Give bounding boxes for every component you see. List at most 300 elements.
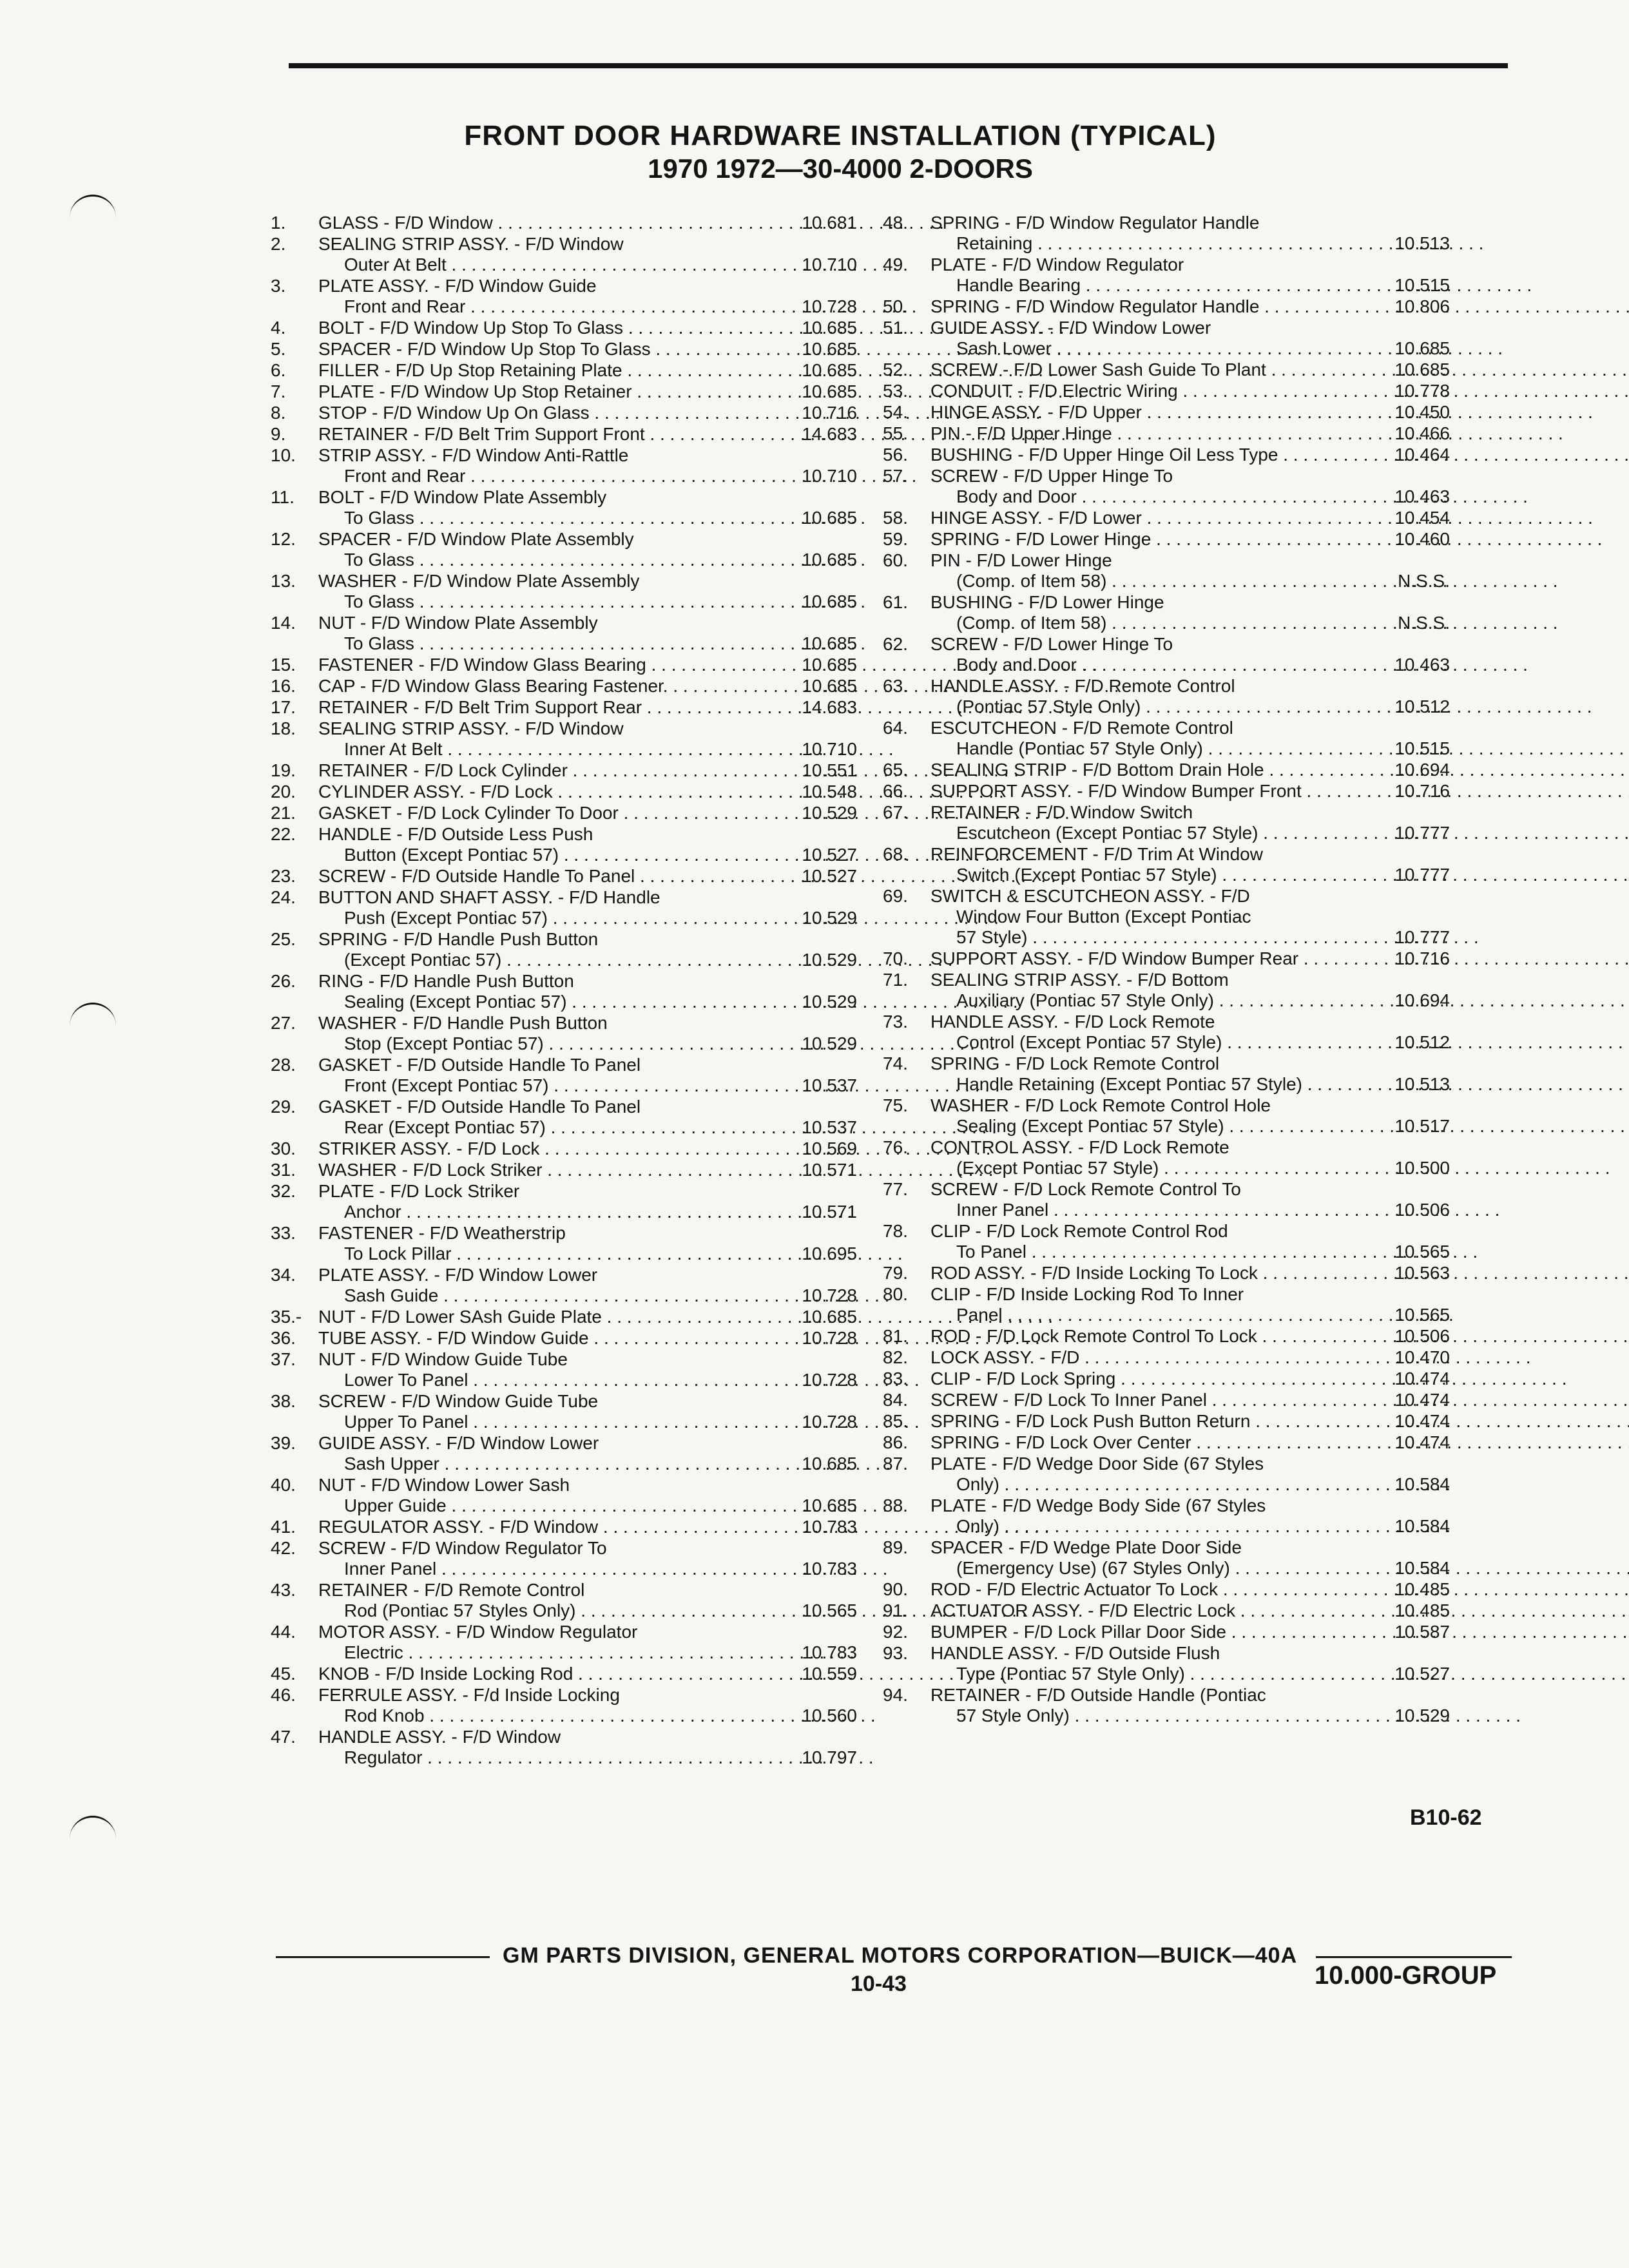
part-group-number: 10.685 — [1394, 338, 1450, 358]
item-description-line: CLIP - F/D Lock Spring . . . — [930, 1369, 1567, 1389]
part-group-number: 10.548 — [802, 782, 857, 802]
top-rule — [289, 63, 1508, 68]
item-description-line: Rear (Except Pontiac 57) . . . — [318, 1117, 997, 1138]
item-number: 1. — [271, 213, 286, 233]
item-number: 7. — [271, 381, 286, 401]
parts-list-item — [271, 276, 857, 317]
parts-list-item — [883, 296, 1450, 317]
item-description-line: GASKET - F/D Outside Handle To Panel — [318, 1055, 641, 1075]
item-description-line: Inner At Belt . . . — [318, 739, 894, 760]
part-group-number: 10.685 — [1394, 360, 1450, 380]
item-number: 28. — [271, 1055, 296, 1075]
part-group-number: 10.551 — [802, 760, 857, 780]
part-group-number: 10.716 — [1394, 781, 1450, 801]
part-group-number: 10.463 — [1394, 486, 1450, 506]
part-group-number: 10.500 — [1394, 1158, 1450, 1178]
item-description-line: Handle (Pontiac 57 Style Only) . . . — [930, 738, 1629, 759]
item-description-line: HANDLE ASSY. - F/D Remote Control — [930, 676, 1235, 696]
parts-list-left — [271, 213, 857, 1769]
item-description-line: CAP - F/D Window Glass Bearing Fastener. . . . — [318, 676, 1119, 697]
item-number: 12. — [271, 529, 296, 549]
item-description-line: BOLT - F/D Window Plate Assembly — [318, 487, 607, 507]
page-subtitle: 1970 1972—30-4000 2-DOORS — [648, 153, 1033, 184]
part-group-number: 10.529 — [802, 908, 857, 928]
item-description-line: Only) . . . — [930, 1516, 1451, 1537]
item-number: 87. — [883, 1454, 908, 1474]
item-description-line: HANDLE - F/D Outside Less Push — [318, 824, 593, 844]
item-description-line: Control (Except Pontiac 57 Style) . . . — [930, 1032, 1629, 1053]
item-number: 52. — [883, 360, 908, 380]
parts-list-item — [271, 445, 857, 486]
item-description-line: SPRING - F/D Lower Hinge . . . — [930, 529, 1602, 550]
item-description-line: Sealing (Except Pontiac 57 Style) . . . — [930, 1116, 1629, 1137]
item-description-line: RING - F/D Handle Push Button — [318, 971, 574, 991]
part-group-number: 10.529 — [802, 992, 857, 1012]
part-group-number: 10.710 — [802, 255, 857, 274]
item-description-line: 57 Style) . . . — [930, 927, 1479, 948]
item-description-line: Electric . . . — [318, 1642, 854, 1663]
item-number: 32. — [271, 1181, 296, 1201]
item-number: 44. — [271, 1622, 296, 1642]
parts-list-item — [271, 1622, 857, 1663]
parts-list-item — [883, 970, 1450, 1011]
item-description-line: SPACER - F/D Window Up Stop To Glass . . . — [318, 339, 1102, 360]
part-group-number: 10.777 — [1394, 927, 1450, 947]
item-number: 66. — [883, 781, 908, 801]
parts-list-item — [271, 1685, 857, 1726]
item-description-line: FERRULE ASSY. - F/d Inside Locking — [318, 1685, 620, 1705]
parts-list-item — [883, 676, 1450, 717]
item-number: 37. — [271, 1349, 296, 1369]
parts-list-item — [271, 1097, 857, 1138]
part-group-number: 10.685 — [802, 591, 857, 611]
part-group-number: 10.513 — [1394, 233, 1450, 253]
part-group-number: 10.529 — [1394, 1706, 1450, 1725]
parts-list-item — [883, 1012, 1450, 1053]
parts-list-item — [883, 423, 1450, 444]
item-description-line: HANDLE ASSY. - F/D Window — [318, 1727, 561, 1747]
item-description-line: CLIP - F/D Lock Remote Control Rod — [930, 1221, 1228, 1241]
item-description-line: STRIKER ASSY. - F/D Lock . . . — [318, 1139, 991, 1159]
item-description-line: BOLT - F/D Window Up Stop To Glass . . . — [318, 318, 1074, 338]
part-group-number: 10.560 — [802, 1706, 857, 1725]
item-description-line: SEALING STRIP ASSY. - F/D Window — [318, 234, 624, 254]
parts-list-item — [883, 634, 1450, 675]
parts-list-item — [271, 1265, 857, 1306]
item-description-line: PLATE - F/D Lock Striker — [318, 1181, 520, 1201]
item-description-line: HINGE ASSY. - F/D Upper . . . — [930, 402, 1593, 423]
item-description-line: SUPPORT ASSY. - F/D Window Bumper Rear . . . — [930, 948, 1629, 969]
parts-list-item — [883, 1579, 1450, 1600]
item-description-line: (Comp. of Item 58) . . . — [930, 571, 1558, 591]
item-description-line: Lower To Panel . . . — [318, 1370, 920, 1390]
parts-list-item — [883, 1432, 1450, 1453]
part-group-number: 10.777 — [1394, 823, 1450, 843]
item-description-line: Only) . . . — [930, 1474, 1451, 1495]
item-description-line: Handle Bearing . . . — [930, 275, 1532, 296]
item-description-line: (Except Pontiac 57 Style) . . . — [930, 1158, 1610, 1178]
parts-list-item — [883, 1053, 1450, 1095]
part-group-number: 10.694 — [1394, 760, 1450, 780]
parts-list-item — [883, 1369, 1450, 1389]
item-description-line: SPACER - F/D Window Plate Assembly — [318, 529, 634, 549]
part-group-number: 10.710 — [802, 466, 857, 486]
item-number: 4. — [271, 318, 286, 338]
item-number: 10. — [271, 445, 296, 465]
part-group-number: 10.466 — [1394, 423, 1450, 443]
item-description-line: RETAINER - F/D Remote Control — [318, 1580, 585, 1600]
item-description-line: Switch (Except Pontiac 57 Style) . . . — [930, 865, 1629, 885]
item-description-line: SPRING - F/D Lock Over Center . . . — [930, 1432, 1629, 1453]
item-description-line: To Glass . . . — [318, 633, 865, 654]
item-description-line: SCREW - F/D Window Guide Tube — [318, 1391, 599, 1411]
parts-list-item — [271, 1391, 857, 1432]
item-number: 5. — [271, 339, 286, 359]
item-description-line: Button (Except Pontiac 57) . . . — [318, 845, 1010, 865]
item-number: 74. — [883, 1053, 908, 1073]
item-number: 89. — [883, 1537, 908, 1557]
part-group-number: 10.527 — [802, 866, 857, 886]
parts-list-item — [271, 1160, 857, 1180]
item-description-line: SPRING - F/D Window Regulator Handle — [930, 213, 1260, 233]
part-group-number: 10.681 — [802, 213, 857, 233]
item-number: 77. — [883, 1179, 908, 1199]
parts-list-item — [271, 381, 857, 402]
part-group-number: 10.571 — [802, 1202, 857, 1222]
item-description-line: Front and Rear . . . — [318, 466, 916, 486]
item-number: 93. — [883, 1643, 908, 1663]
item-description-line: FASTENER - F/D Window Glass Bearing . . . — [318, 655, 1097, 675]
part-group-number: 10.710 — [802, 739, 857, 759]
part-group-number: 10.529 — [802, 1033, 857, 1053]
item-number: 18. — [271, 718, 296, 738]
item-number: 56. — [883, 445, 908, 465]
parts-list-item — [883, 1537, 1450, 1579]
part-group-number: 10.685 — [802, 1495, 857, 1515]
item-description-line: PLATE - F/D Window Regulator — [930, 255, 1184, 274]
item-number: 36. — [271, 1328, 296, 1348]
parts-list-item — [271, 571, 857, 612]
parts-list-item — [883, 781, 1450, 802]
item-number: 64. — [883, 718, 908, 738]
parts-list-item — [271, 487, 857, 528]
item-number: 85. — [883, 1411, 908, 1431]
parts-list-item — [271, 655, 857, 675]
item-number: 29. — [271, 1097, 296, 1117]
parts-list-item — [883, 1600, 1450, 1621]
item-description-line: Outer At Belt . . . — [318, 255, 898, 275]
parts-list-item — [883, 360, 1450, 380]
part-group-number: 10.783 — [802, 1559, 857, 1579]
item-number: 35.- — [271, 1307, 302, 1327]
item-description-line: BUSHING - F/D Upper Hinge Oil Less Type . . . — [930, 445, 1629, 465]
parts-list-item — [271, 1181, 857, 1222]
parts-list-item — [271, 929, 857, 970]
parts-list-item — [271, 1055, 857, 1096]
item-number: 48. — [883, 213, 908, 233]
footer-rule — [1316, 1956, 1512, 1958]
item-description-line: STRIP ASSY. - F/D Window Anti-Rattle — [318, 445, 629, 465]
parts-list-item — [271, 1580, 857, 1621]
item-description-line: ACTUATOR ASSY. - F/D Electric Lock . . . — [930, 1600, 1629, 1621]
item-description-line: REINFORCEMENT - F/D Trim At Window — [930, 844, 1263, 864]
item-description-line: WASHER - F/D Handle Push Button — [318, 1013, 608, 1033]
part-group-number: 10.728 — [802, 1370, 857, 1390]
item-description-line: Window Four Button (Except Pontiac — [956, 907, 1251, 927]
item-number: 17. — [271, 697, 296, 717]
parts-list-item — [883, 550, 1450, 591]
parts-list-item — [271, 782, 857, 802]
parts-list-item — [883, 1622, 1450, 1642]
parts-list-item — [271, 866, 857, 887]
item-description-line: Upper To Panel . . . — [318, 1412, 920, 1432]
part-group-number: 10.470 — [1394, 1347, 1450, 1367]
parts-list-item — [271, 339, 857, 360]
item-description-line: Anchor . . . — [318, 1202, 853, 1222]
item-description-line: SCREW - F/D Upper Hinge To — [930, 466, 1173, 486]
part-group-number: 10.512 — [1394, 697, 1450, 716]
part-group-number: 10.685 — [802, 508, 857, 528]
item-description-line: NUT - F/D Lower SAsh Guide Plate . . . — [318, 1307, 1053, 1327]
parts-list-item — [883, 802, 1450, 843]
part-group-number: 10.587 — [1394, 1622, 1450, 1642]
item-number: 16. — [271, 676, 296, 696]
item-number: 54. — [883, 402, 908, 422]
parts-list-item — [883, 886, 1450, 948]
item-description-line: SPACER - F/D Wedge Plate Door Side — [930, 1537, 1242, 1557]
part-group-number: 10.515 — [1394, 738, 1450, 758]
parts-list-item — [271, 760, 857, 781]
item-description-line: BUSHING - F/D Lower Hinge — [930, 592, 1164, 612]
parts-list-item — [271, 318, 857, 338]
item-number: 19. — [271, 760, 296, 780]
item-description-line: PLATE ASSY. - F/D Window Guide — [318, 276, 597, 296]
item-number: 63. — [883, 676, 908, 696]
parts-list-item — [271, 234, 857, 275]
item-description-line: SPRING - F/D Lock Remote Control — [930, 1053, 1220, 1073]
item-number: 62. — [883, 634, 908, 654]
item-description-line: Front (Except Pontiac 57) . . . — [318, 1075, 1000, 1096]
item-description-line: To Glass . . . — [318, 550, 865, 570]
parts-list-item — [883, 402, 1450, 423]
parts-list-item — [883, 1284, 1450, 1325]
item-number: 14. — [271, 613, 296, 633]
item-number: 90. — [883, 1579, 908, 1599]
item-description-line: ESCUTCHEON - F/D Remote Control — [930, 718, 1233, 738]
item-number: 46. — [271, 1685, 296, 1705]
item-description-line: Type (Pontiac 57 Style Only) . . . — [930, 1664, 1629, 1684]
item-number: 91. — [883, 1600, 908, 1620]
part-group-number: 10.529 — [802, 803, 857, 823]
parts-list-item — [883, 592, 1450, 633]
item-number: 33. — [271, 1223, 296, 1243]
item-number: 47. — [271, 1727, 296, 1747]
item-number: 51. — [883, 318, 908, 338]
item-description-line: TUBE ASSY. - F/D Window Guide . . . — [318, 1328, 1040, 1349]
part-group-number: 10.777 — [1394, 865, 1450, 885]
part-group-number: 10.485 — [1394, 1579, 1450, 1599]
item-description-line: Upper Guide . . . — [318, 1495, 898, 1516]
part-group-number: 10.517 — [1394, 1116, 1450, 1136]
item-number: 50. — [883, 296, 908, 316]
parts-list-item — [883, 255, 1450, 296]
parts-list-item — [271, 403, 857, 423]
part-group-number: 10.685 — [802, 633, 857, 653]
item-number: 58. — [883, 508, 908, 528]
item-number: 79. — [883, 1263, 908, 1283]
item-number: 82. — [883, 1347, 908, 1367]
item-description-line: CYLINDER ASSY. - F/D Lock . . . — [318, 782, 1004, 802]
part-group-number: 10.537 — [802, 1075, 857, 1095]
item-number: 25. — [271, 929, 296, 949]
part-group-number: 10.685 — [802, 676, 857, 696]
part-group-number: 10.474 — [1394, 1390, 1450, 1410]
part-group-number: 10.783 — [802, 1517, 857, 1537]
item-number: 40. — [271, 1475, 296, 1495]
item-description-line: NUT - F/D Window Guide Tube — [318, 1349, 568, 1369]
item-number: 24. — [271, 887, 296, 907]
part-group-number: 10.571 — [802, 1160, 857, 1180]
parts-list-item — [883, 1095, 1450, 1137]
parts-list-item — [883, 445, 1450, 465]
item-description-line: NUT - F/D Window Plate Assembly — [318, 613, 598, 633]
part-group-number: 10.450 — [1394, 402, 1450, 422]
item-description-line: Auxiliary (Pontiac 57 Style Only) . . . — [930, 990, 1629, 1011]
item-description-line: PLATE - F/D Wedge Body Side (67 Styles — [930, 1495, 1266, 1515]
part-group-number: 10.685 — [802, 360, 857, 380]
page-title: FRONT DOOR HARDWARE INSTALLATION (TYPICAL) — [464, 120, 1217, 151]
footer-division: GM PARTS DIVISION, GENERAL MOTORS CORPORATION—BUICK—40A — [503, 1943, 1298, 1968]
item-description-line: To Glass . . . — [318, 508, 865, 528]
item-number: 61. — [883, 592, 908, 612]
item-number: 27. — [271, 1013, 296, 1033]
item-description-line: REGULATOR ASSY. - F/D Window . . . — [318, 1517, 1049, 1537]
parts-list-item — [271, 676, 857, 697]
parts-list-item — [883, 1390, 1450, 1410]
parts-list-item — [883, 1221, 1450, 1262]
item-description-line: Inner Panel . . . — [318, 1559, 887, 1579]
part-group-number: N.S.S. — [1398, 571, 1450, 591]
item-description-line: Inner Panel . . . — [930, 1200, 1499, 1220]
part-group-number: 10.474 — [1394, 1411, 1450, 1431]
item-description-line: Rod Knob . . . — [318, 1706, 876, 1726]
item-description-line: To Lock Pillar . . . — [318, 1244, 903, 1264]
part-group-number: 10.584 — [1394, 1558, 1450, 1578]
footer-rule — [276, 1956, 490, 1958]
item-description-line: RETAINER - F/D Outside Handle (Pontiac — [930, 1685, 1266, 1705]
item-number: 83. — [883, 1369, 908, 1389]
item-number: 60. — [883, 550, 908, 570]
item-description-line: PIN - F/D Upper Hinge . . . — [930, 423, 1563, 444]
parts-list-item — [271, 1538, 857, 1579]
parts-list-item — [271, 424, 857, 445]
part-group-number: 10.728 — [802, 296, 857, 316]
item-description-line: SEALING STRIP ASSY. - F/D Bottom — [930, 970, 1229, 990]
item-number: 73. — [883, 1012, 908, 1032]
item-number: 70. — [883, 948, 908, 968]
item-number: 22. — [271, 824, 296, 844]
part-group-number: 10.506 — [1394, 1200, 1450, 1220]
part-group-number: 10.513 — [1394, 1074, 1450, 1094]
part-group-number: 10.529 — [802, 950, 857, 970]
item-description-line: RETAINER - F/D Lock Cylinder . . . — [318, 760, 1019, 781]
item-description-line: SUPPORT ASSY. - F/D Window Bumper Front . . . — [930, 781, 1629, 802]
part-group-number: 10.565 — [1394, 1242, 1450, 1262]
item-description-line: PLATE ASSY. - F/D Window Lower — [318, 1265, 598, 1285]
part-group-number: 10.563 — [1394, 1263, 1450, 1283]
item-number: 92. — [883, 1622, 908, 1642]
part-group-number: 10.728 — [802, 1328, 857, 1348]
item-number: 8. — [271, 403, 286, 423]
parts-list-item — [883, 760, 1450, 780]
item-description-line: FASTENER - F/D Weatherstrip — [318, 1223, 566, 1243]
parts-list-item — [883, 1263, 1450, 1283]
item-description-line: RETAINER - F/D Belt Trim Support Rear . . . — [318, 697, 1093, 718]
item-description-line: GASKET - F/D Lock Cylinder To Door . . . — [318, 803, 1070, 823]
item-number: 45. — [271, 1664, 296, 1684]
part-group-number: 10.527 — [802, 845, 857, 865]
parts-list-item — [883, 318, 1450, 359]
binder-hole-mark — [70, 1003, 116, 1030]
item-description-line: Body and Door . . . — [930, 655, 1528, 675]
item-description-line: SCREW - F/D Lock Remote Control To — [930, 1179, 1241, 1199]
item-number: 13. — [271, 571, 296, 591]
item-description-line: ROD ASSY. - F/D Inside Locking To Lock . . . — [930, 1263, 1629, 1283]
part-group-number: 10.728 — [802, 1412, 857, 1432]
part-group-number: 10.584 — [1394, 1516, 1450, 1536]
parts-list-item — [883, 1685, 1450, 1726]
parts-list-item — [271, 1475, 857, 1516]
parts-list-item — [883, 948, 1450, 969]
part-group-number: 10.460 — [1394, 529, 1450, 549]
item-number: 55. — [883, 423, 908, 443]
item-description-line: (Emergency Use) (67 Styles Only) . . . — [930, 1558, 1629, 1579]
part-group-number: 10.454 — [1394, 508, 1450, 528]
item-description-line: WASHER - F/D Window Plate Assembly — [318, 571, 640, 591]
item-number: 42. — [271, 1538, 296, 1558]
item-number: 38. — [271, 1391, 296, 1411]
parts-list-item — [271, 360, 857, 381]
part-group-number: 10.685 — [802, 1454, 857, 1474]
item-description-line: WASHER - F/D Lock Remote Control Hole — [930, 1095, 1271, 1115]
item-description-line: (Except Pontiac 57) . . . — [318, 950, 952, 970]
item-number: 67. — [883, 802, 908, 822]
parts-list-item — [271, 1517, 857, 1537]
parts-list-item — [271, 718, 857, 760]
part-group-number: 10.527 — [1394, 1664, 1450, 1684]
item-description-line: SPRING - F/D Handle Push Button — [318, 929, 599, 949]
item-number: 88. — [883, 1495, 908, 1515]
parts-list-item — [883, 1347, 1450, 1368]
part-group-number: 10.685 — [802, 381, 857, 401]
part-group-number: 10.778 — [1394, 381, 1450, 401]
part-group-number: 10.569 — [802, 1139, 857, 1158]
item-description-line: SCREW - F/D Outside Handle To Panel . . . — [318, 866, 1086, 887]
item-description-line: To Panel . . . — [930, 1242, 1478, 1262]
parts-list-item — [883, 718, 1450, 759]
item-description-line: Body and Door . . . — [930, 486, 1528, 507]
item-number: 68. — [883, 844, 908, 864]
item-description-line: HINGE ASSY. - F/D Lower . . . — [930, 508, 1593, 528]
parts-list-item — [271, 971, 857, 1012]
item-description-line: (Pontiac 57 Style Only) . . . — [930, 697, 1592, 717]
part-group-number: 10.559 — [802, 1664, 857, 1684]
item-description-line: SCREW - F/D Lower Sash Guide To Plant . . . — [930, 360, 1629, 380]
parts-list-item — [883, 1411, 1450, 1432]
item-number: 39. — [271, 1433, 296, 1453]
item-description-line: WASHER - F/D Lock Striker . . . — [318, 1160, 994, 1180]
parts-list-item — [883, 1137, 1450, 1178]
